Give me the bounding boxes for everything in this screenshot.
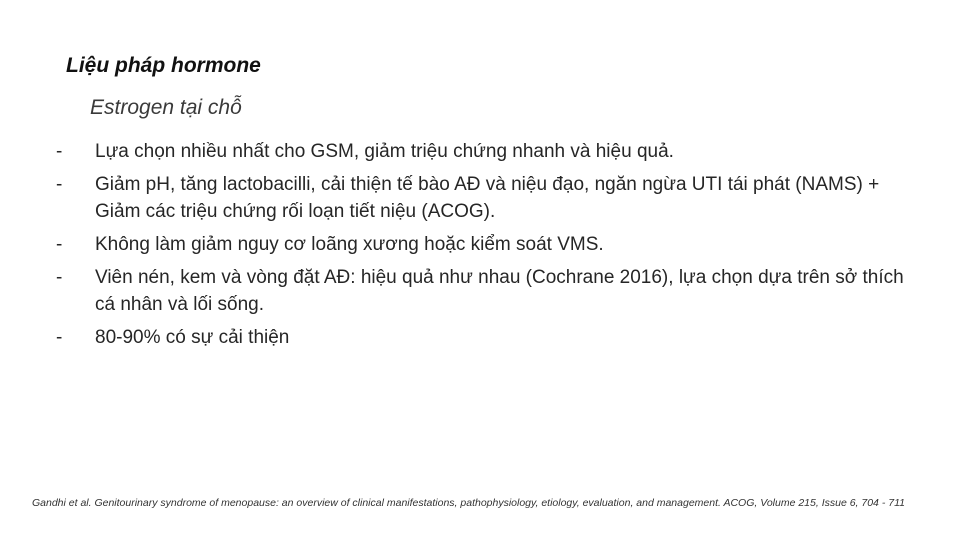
bullet-marker: - <box>56 174 63 195</box>
citation: Gandhi et al. Genitourinary syndrome of menopause: an overview of clinical manifestations, pathophysiology, etiology, evaluation, and management. ACOG, Volume 215, Issue 6, 704 - 711 <box>32 497 905 509</box>
slide-title: Liệu pháp hormone <box>66 54 261 77</box>
bullet-marker: - <box>56 141 63 162</box>
bullet-item <box>56 264 916 318</box>
bullet-list <box>56 138 916 357</box>
bullet-item <box>56 138 916 165</box>
bullet-marker: - <box>56 234 63 255</box>
bullet-text: Lựa chọn nhiều nhất cho GSM, giảm triệu chứng nhanh và hiệu quả. <box>95 141 674 162</box>
bullet-text: 80-90% có sự cải thiện <box>95 327 290 348</box>
bullet-item <box>56 324 916 351</box>
bullet-marker: - <box>56 267 63 288</box>
bullet-item <box>56 171 916 225</box>
bullet-text: Không làm giảm nguy cơ loãng xương hoặc kiểm soát VMS. <box>95 234 604 255</box>
bullet-marker: - <box>56 327 63 348</box>
bullet-text: Viên nén, kem và vòng đặt AĐ: hiệu quả như nhau (Cochrane 2016), lựa chọn dựa trên sở thích cá nhân và lối sống. <box>95 267 904 315</box>
bullet-item <box>56 231 916 258</box>
slide-subtitle: Estrogen tại chỗ <box>90 96 242 119</box>
bullet-text: Giảm pH, tăng lactobacilli, cải thiện tế bào AĐ và niệu đạo, ngăn ngừa UTI tái phát (NAMS) + Giảm các triệu chứng rối loạn tiết niệu (ACOG). <box>95 174 880 222</box>
